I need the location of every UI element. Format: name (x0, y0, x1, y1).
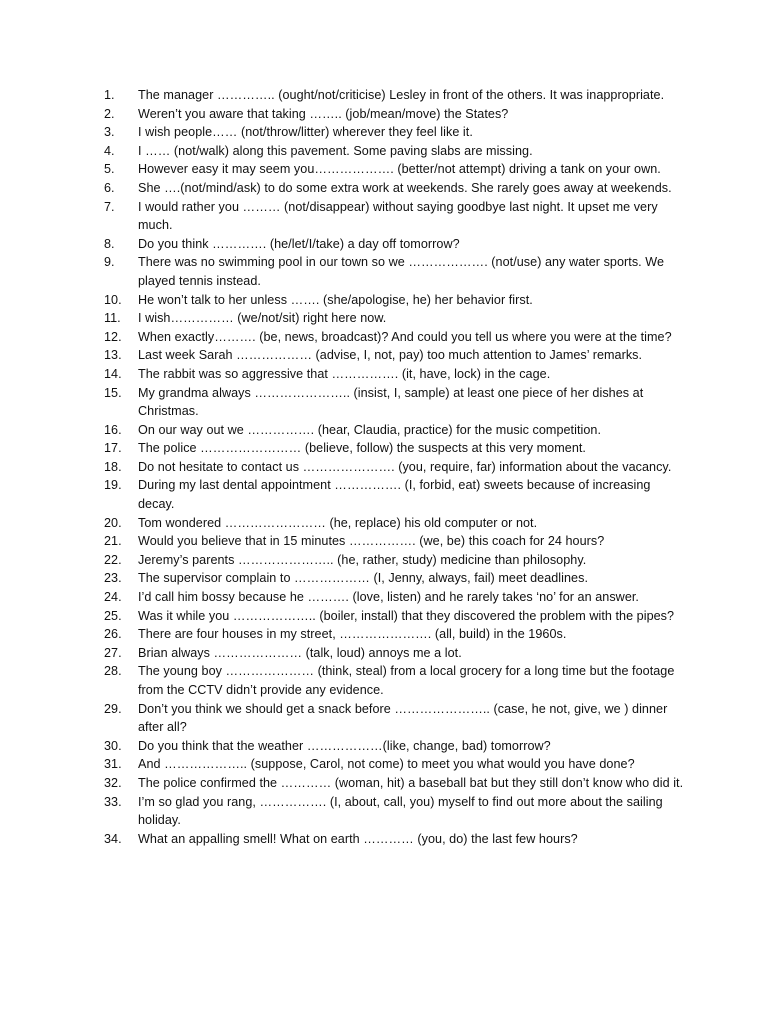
item-text: However easy it may seem you………………. (better/not attempt) driving a tank on your own. (138, 162, 661, 177)
item-text: The supervisor complain to ……………… (I, Jenny, always, fail) meet deadlines. (138, 571, 589, 586)
item-text: Do you think …………. (he/let/I/take) a day off tomorrow? (138, 236, 460, 251)
item-number: 7. (104, 199, 115, 214)
exercise-item (104, 551, 684, 570)
item-text: Was it while you ……………….. (boiler, install) that they discovered the problem with the pipes? (138, 608, 675, 623)
item-text: The young boy ………………… (think, steal) from a local grocery for a long time but the footage from the CCTV didn’t provide any evidence. (138, 664, 675, 697)
item-number: 13. (104, 348, 122, 363)
exercise-item (104, 160, 684, 179)
exercise-item (104, 105, 684, 124)
exercise-item (104, 514, 684, 533)
item-text: What an appalling smell! What on earth ………… (you, do) the last few hours? (138, 831, 578, 846)
item-text: I wish…………… (we/not/sit) right here now. (138, 311, 387, 326)
exercise-item (104, 700, 684, 737)
item-number: 20. (104, 515, 122, 530)
item-number: 17. (104, 441, 122, 456)
item-text: Weren’t you aware that taking …….. (job/mean/move) the States? (138, 106, 509, 121)
item-text: The police …………………… (believe, follow) the suspects at this very moment. (138, 441, 586, 456)
exercise-item (104, 625, 684, 644)
item-number: 18. (104, 459, 122, 474)
item-number: 25. (104, 608, 122, 623)
item-number: 24. (104, 590, 122, 605)
item-number: 2. (104, 106, 115, 121)
exercise-item (104, 179, 684, 198)
item-number: 33. (104, 794, 122, 809)
item-number: 31. (104, 757, 122, 772)
item-number: 5. (104, 162, 115, 177)
item-text: Would you believe that in 15 minutes ……………. (we, be) this coach for 24 hours? (138, 534, 605, 549)
exercise-item (104, 830, 684, 849)
item-number: 15. (104, 385, 122, 400)
item-text: Tom wondered …………………… (he, replace) his old computer or not. (138, 515, 538, 530)
item-number: 6. (104, 180, 115, 195)
exercise-item (104, 755, 684, 774)
exercise-item (104, 532, 684, 551)
item-number: 10. (104, 292, 122, 307)
exercise-item (104, 774, 684, 793)
item-text: My grandma always ………………….. (insist, I, sample) at least one piece of her dishes at Christmas. (138, 385, 644, 419)
item-number: 19. (104, 478, 122, 493)
item-text: I wish people…… (not/throw/litter) wherever they feel like it. (138, 125, 473, 140)
exercise-item (104, 86, 684, 105)
exercise-item (104, 476, 684, 513)
exercise-item (104, 588, 684, 607)
exercise-item (104, 421, 684, 440)
item-number: 27. (104, 645, 122, 660)
item-number: 3. (104, 125, 115, 140)
exercise-item (104, 309, 684, 328)
item-text: Last week Sarah ……………… (advise, I, not, pay) too much attention to James’ remarks. (138, 348, 643, 363)
item-number: 22. (104, 552, 122, 567)
item-text: When exactly………. (be, news, broadcast)? And could you tell us where you were at the time? (138, 329, 672, 344)
exercise-item (104, 793, 684, 830)
exercise-item (104, 198, 684, 235)
item-text: Brian always ………………… (talk, loud) annoys me a lot. (138, 645, 462, 660)
item-number: 23. (104, 571, 122, 586)
item-text: On our way out we ……………. (hear, Claudia, practice) for the music competition. (138, 422, 601, 437)
item-number: 12. (104, 329, 122, 344)
exercise-item (104, 291, 684, 310)
item-text: Do you think that the weather ………………(like, change, bad) tomorrow? (138, 738, 551, 753)
item-text: Do not hesitate to contact us …………………. (you, require, far) information about the vacancy. (138, 459, 672, 474)
exercise-item (104, 439, 684, 458)
item-text: The manager ………….. (ought/not/criticise) Lesley in front of the others. It was inappropriate. (138, 88, 665, 102)
exercise-item (104, 384, 684, 421)
item-number: 29. (104, 701, 122, 716)
exercise-item (104, 644, 684, 663)
exercise-item (104, 458, 684, 477)
item-number: 4. (104, 143, 115, 158)
exercise-list (104, 86, 684, 848)
exercise-item (104, 346, 684, 365)
item-number: 11. (104, 311, 121, 326)
item-number: 16. (104, 422, 122, 437)
item-text: I’d call him bossy because he ………. (love, listen) and he rarely takes ‘no’ for an answer. (138, 590, 639, 605)
item-text: There are four houses in my street, …………………. (all, build) in the 1960s. (138, 627, 567, 642)
item-text: There was no swimming pool in our town so we ………………. (not/use) any water sports. We played tennis instead. (138, 255, 665, 288)
exercise-item (104, 569, 684, 588)
exercise-item (104, 235, 684, 254)
exercise-item (104, 253, 684, 290)
item-text: Jeremy’s parents ………………….. (he, rather, study) medicine than philosophy. (138, 552, 587, 567)
item-number: 8. (104, 236, 115, 251)
item-text: I …… (not/walk) along this pavement. Some paving slabs are missing. (138, 143, 533, 158)
item-text: I’m so glad you rang, ……………. (I, about, call, you) myself to find out more about the sailing holiday. (138, 794, 663, 828)
exercise-item (104, 142, 684, 161)
exercise-item (104, 365, 684, 384)
item-number: 32. (104, 775, 122, 790)
item-text: She ….(not/mind/ask) to do some extra work at weekends. She rarely goes away at weekends. (138, 180, 672, 195)
item-number: 28. (104, 664, 122, 679)
item-number: 26. (104, 627, 122, 642)
exercise-item (104, 662, 684, 699)
item-number: 30. (104, 738, 122, 753)
exercise-item (104, 607, 684, 626)
item-number: 34. (104, 831, 122, 846)
exercise-item (104, 328, 684, 347)
item-text: He won’t talk to her unless ……. (she/apologise, he) her behavior first. (138, 292, 533, 307)
item-number: 14. (104, 366, 122, 381)
item-text: And ……………….. (suppose, Carol, not come) to meet you what would you have done? (138, 757, 635, 772)
item-text: The rabbit was so aggressive that ……………. (it, have, lock) in the cage. (138, 366, 551, 381)
exercise-item (104, 123, 684, 142)
item-text: During my last dental appointment ……………. (I, forbid, eat) sweets because of increasing decay. (138, 478, 651, 512)
item-number: 9. (104, 255, 115, 270)
item-text: Don’t you think we should get a snack before ………………….. (case, he not, give, we ) dinner after all? (138, 701, 668, 735)
exercise-item (104, 737, 684, 756)
item-number: 1. (104, 88, 115, 102)
item-text: I would rather you ……… (not/disappear) without saying goodbye last night. It upset me very much. (138, 199, 658, 233)
item-number: 21. (104, 534, 122, 549)
item-text: The police confirmed the ………… (woman, hit) a baseball bat but they still don’t know who did it. (138, 775, 684, 790)
